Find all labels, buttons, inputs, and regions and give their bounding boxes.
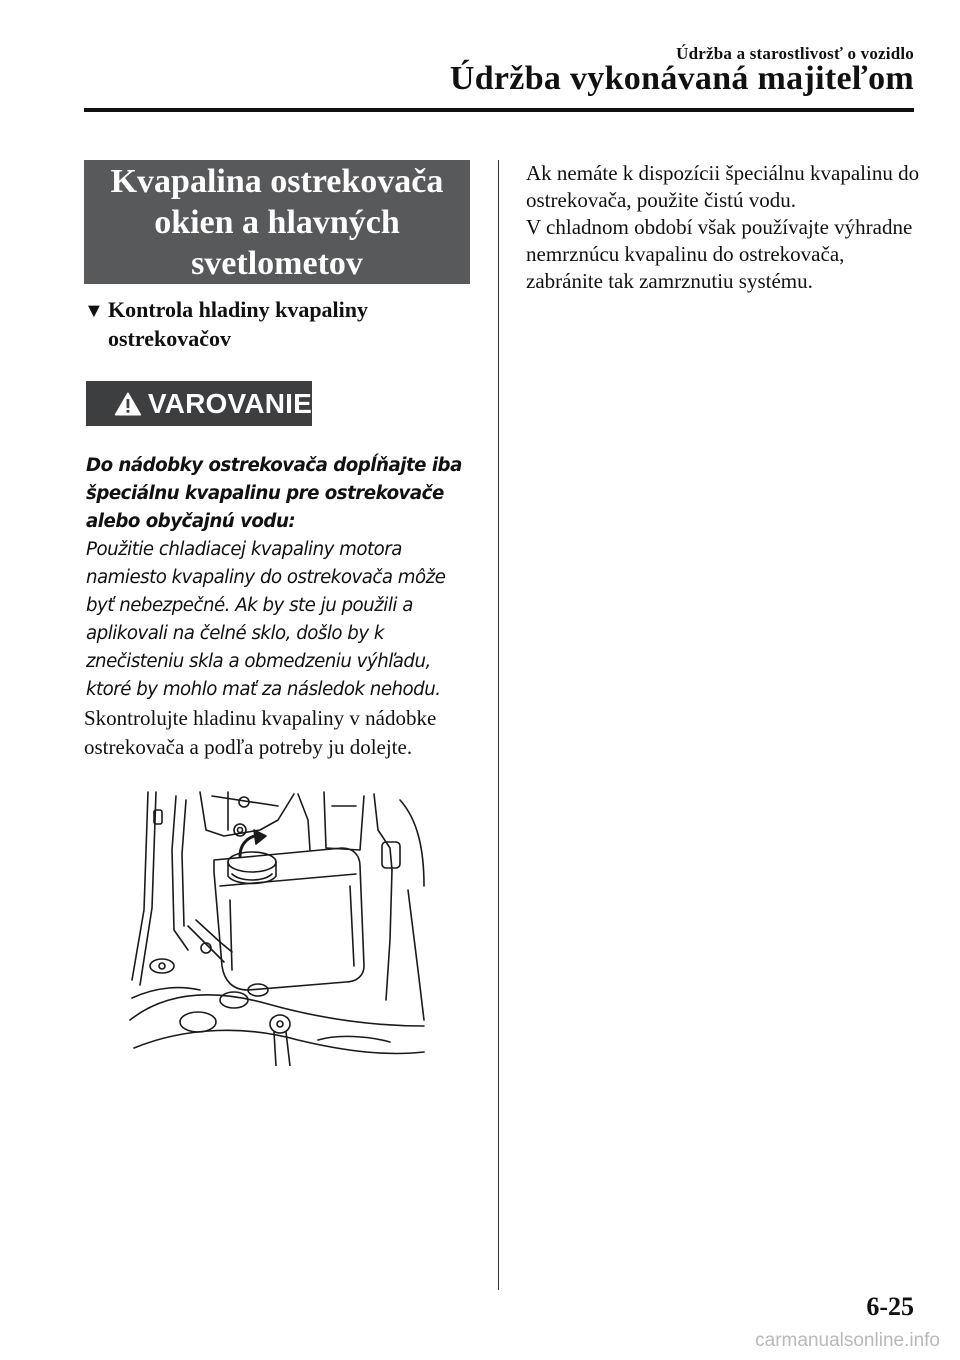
warning-badge bbox=[86, 381, 312, 426]
triangle-marker-icon: ▼ bbox=[84, 300, 104, 322]
header-rule bbox=[84, 108, 914, 112]
warning-text bbox=[86, 452, 478, 704]
section-title-box bbox=[84, 160, 470, 284]
header-chapter: Údržba a starostlivosť o vozidlo bbox=[676, 44, 914, 63]
washer-reservoir-illustration bbox=[128, 790, 426, 1066]
body-right-paragraph-1: Ak nemáte k dispozícii špeciálnu kvapalinu do ostrekovača, použite čistú vodu. bbox=[526, 161, 920, 212]
page-title: Údržba vykonávaná majiteľom bbox=[449, 60, 914, 97]
body-paragraph-right bbox=[526, 160, 926, 295]
body-paragraph-left: Skontrolujte hladinu kvapaliny v nádobke ostrekovača a podľa potreby ju dolejte. bbox=[84, 706, 437, 759]
watermark: carmanualsonline.info bbox=[755, 1330, 940, 1351]
warning-label: VAROVANIE bbox=[147, 387, 312, 419]
section-title: Kvapalina ostrekovača okien a hlavných svetlometov bbox=[110, 162, 444, 282]
subsection-line-1: Kontrola hladiny kvapaliny bbox=[108, 297, 369, 322]
column-divider bbox=[498, 160, 499, 1290]
warning-body-text: Použitie chladiacej kvapaliny motora namiesto kvapaliny do ostrekovača môže byť nebezpečné. Ak by ste ju použili a aplikovali na čelné sklo, došlo by k znečisteniu skla a obmedzeniu výhľadu, ktoré by mohlo mať za následok nehodu. bbox=[86, 539, 446, 700]
subsection-line-2: ostrekovačov bbox=[108, 326, 232, 351]
page-number: 6-25 bbox=[866, 1292, 914, 1321]
subsection-heading bbox=[84, 296, 484, 353]
warning-triangle-icon bbox=[114, 389, 142, 419]
warning-bold-text: Do nádobky ostrekovača dopĺňajte iba špeciálnu kvapalinu pre ostrekovače alebo obyčajnú vodu: bbox=[86, 455, 462, 532]
body-right-paragraph-2: V chladnom období však používajte výhradne nemrznúcu kvapalinu do ostrekovača, zabránite tak zamrznutiu systému. bbox=[526, 215, 913, 293]
